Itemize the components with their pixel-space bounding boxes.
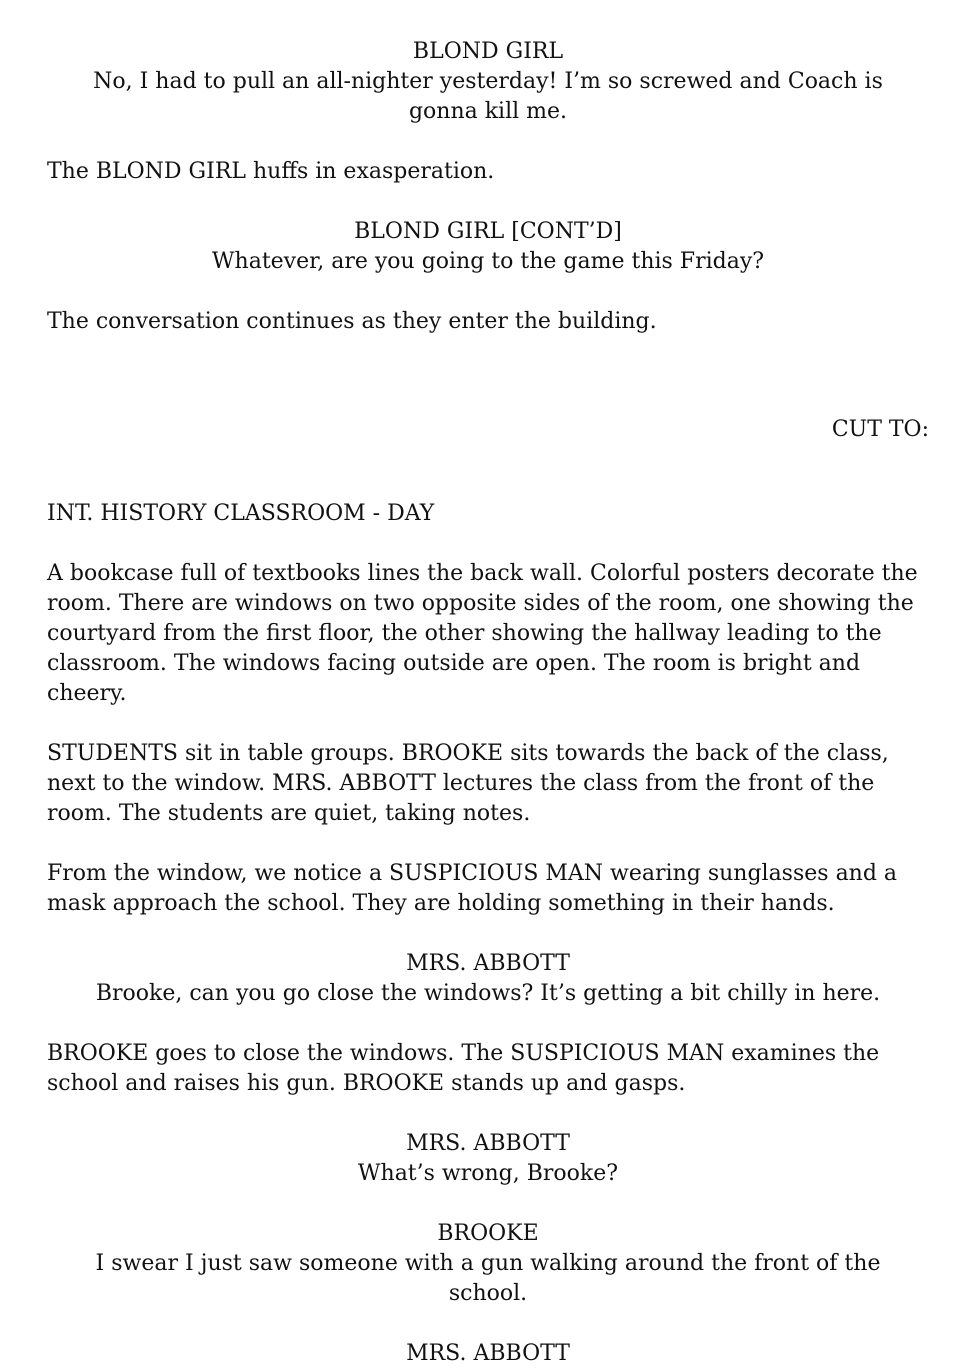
action-line: The BLOND GIRL huffs in exasperation. bbox=[47, 159, 495, 184]
dialogue-line: Brooke, can you go close the windows? It’s getting a bit chilly in here. bbox=[95, 981, 881, 1006]
transition: CUT TO: bbox=[831, 417, 929, 442]
action-line: STUDENTS sit in table groups. BROOKE sits towards the back of the class, next to the window. MRS. ABBOTT lectures the class from the front of the room. The students are quiet, taking notes. bbox=[47, 741, 889, 826]
dialogue-line: What’s wrong, Brooke? bbox=[357, 1161, 619, 1186]
character-name: MRS. ABBOTT bbox=[406, 1131, 570, 1156]
dialogue-line: No, I had to pull an all-nighter yesterday! I’m so screwed and Coach is gonna kill me. bbox=[93, 69, 883, 124]
character-name: BLOND GIRL [CONT’D] bbox=[354, 219, 622, 244]
action-line: BROOKE goes to close the windows. The SUSPICIOUS MAN examines the school and raises his gun. BROOKE stands up and gasps. bbox=[47, 1041, 880, 1096]
action-line: From the window, we notice a SUSPICIOUS MAN wearing sunglasses and a mask approach the school. They are holding something in their hands. bbox=[47, 861, 898, 916]
character-name: BROOKE bbox=[437, 1221, 539, 1246]
character-name: BLOND GIRL bbox=[412, 39, 564, 64]
screenplay-page bbox=[47, 37, 929, 1369]
character-name: MRS. ABBOTT bbox=[406, 951, 570, 976]
action-line: The conversation continues as they enter the building. bbox=[47, 309, 657, 334]
action-line: A bookcase full of textbooks lines the back wall. Colorful posters decorate the room. There are windows on two opposite sides of the room, one showing the courtyard from the first floor, the other showing the hallway leading to the classroom. The windows facing outside are open. The room is bright and cheery. bbox=[47, 561, 918, 706]
dialogue-line: I swear I just saw someone with a gun walking around the front of the school. bbox=[95, 1251, 881, 1306]
character-name: MRS. ABBOTT bbox=[406, 1341, 570, 1366]
dialogue-line: Whatever, are you going to the game this Friday? bbox=[211, 249, 765, 274]
scene-heading: INT. HISTORY CLASSROOM - DAY bbox=[47, 501, 435, 526]
